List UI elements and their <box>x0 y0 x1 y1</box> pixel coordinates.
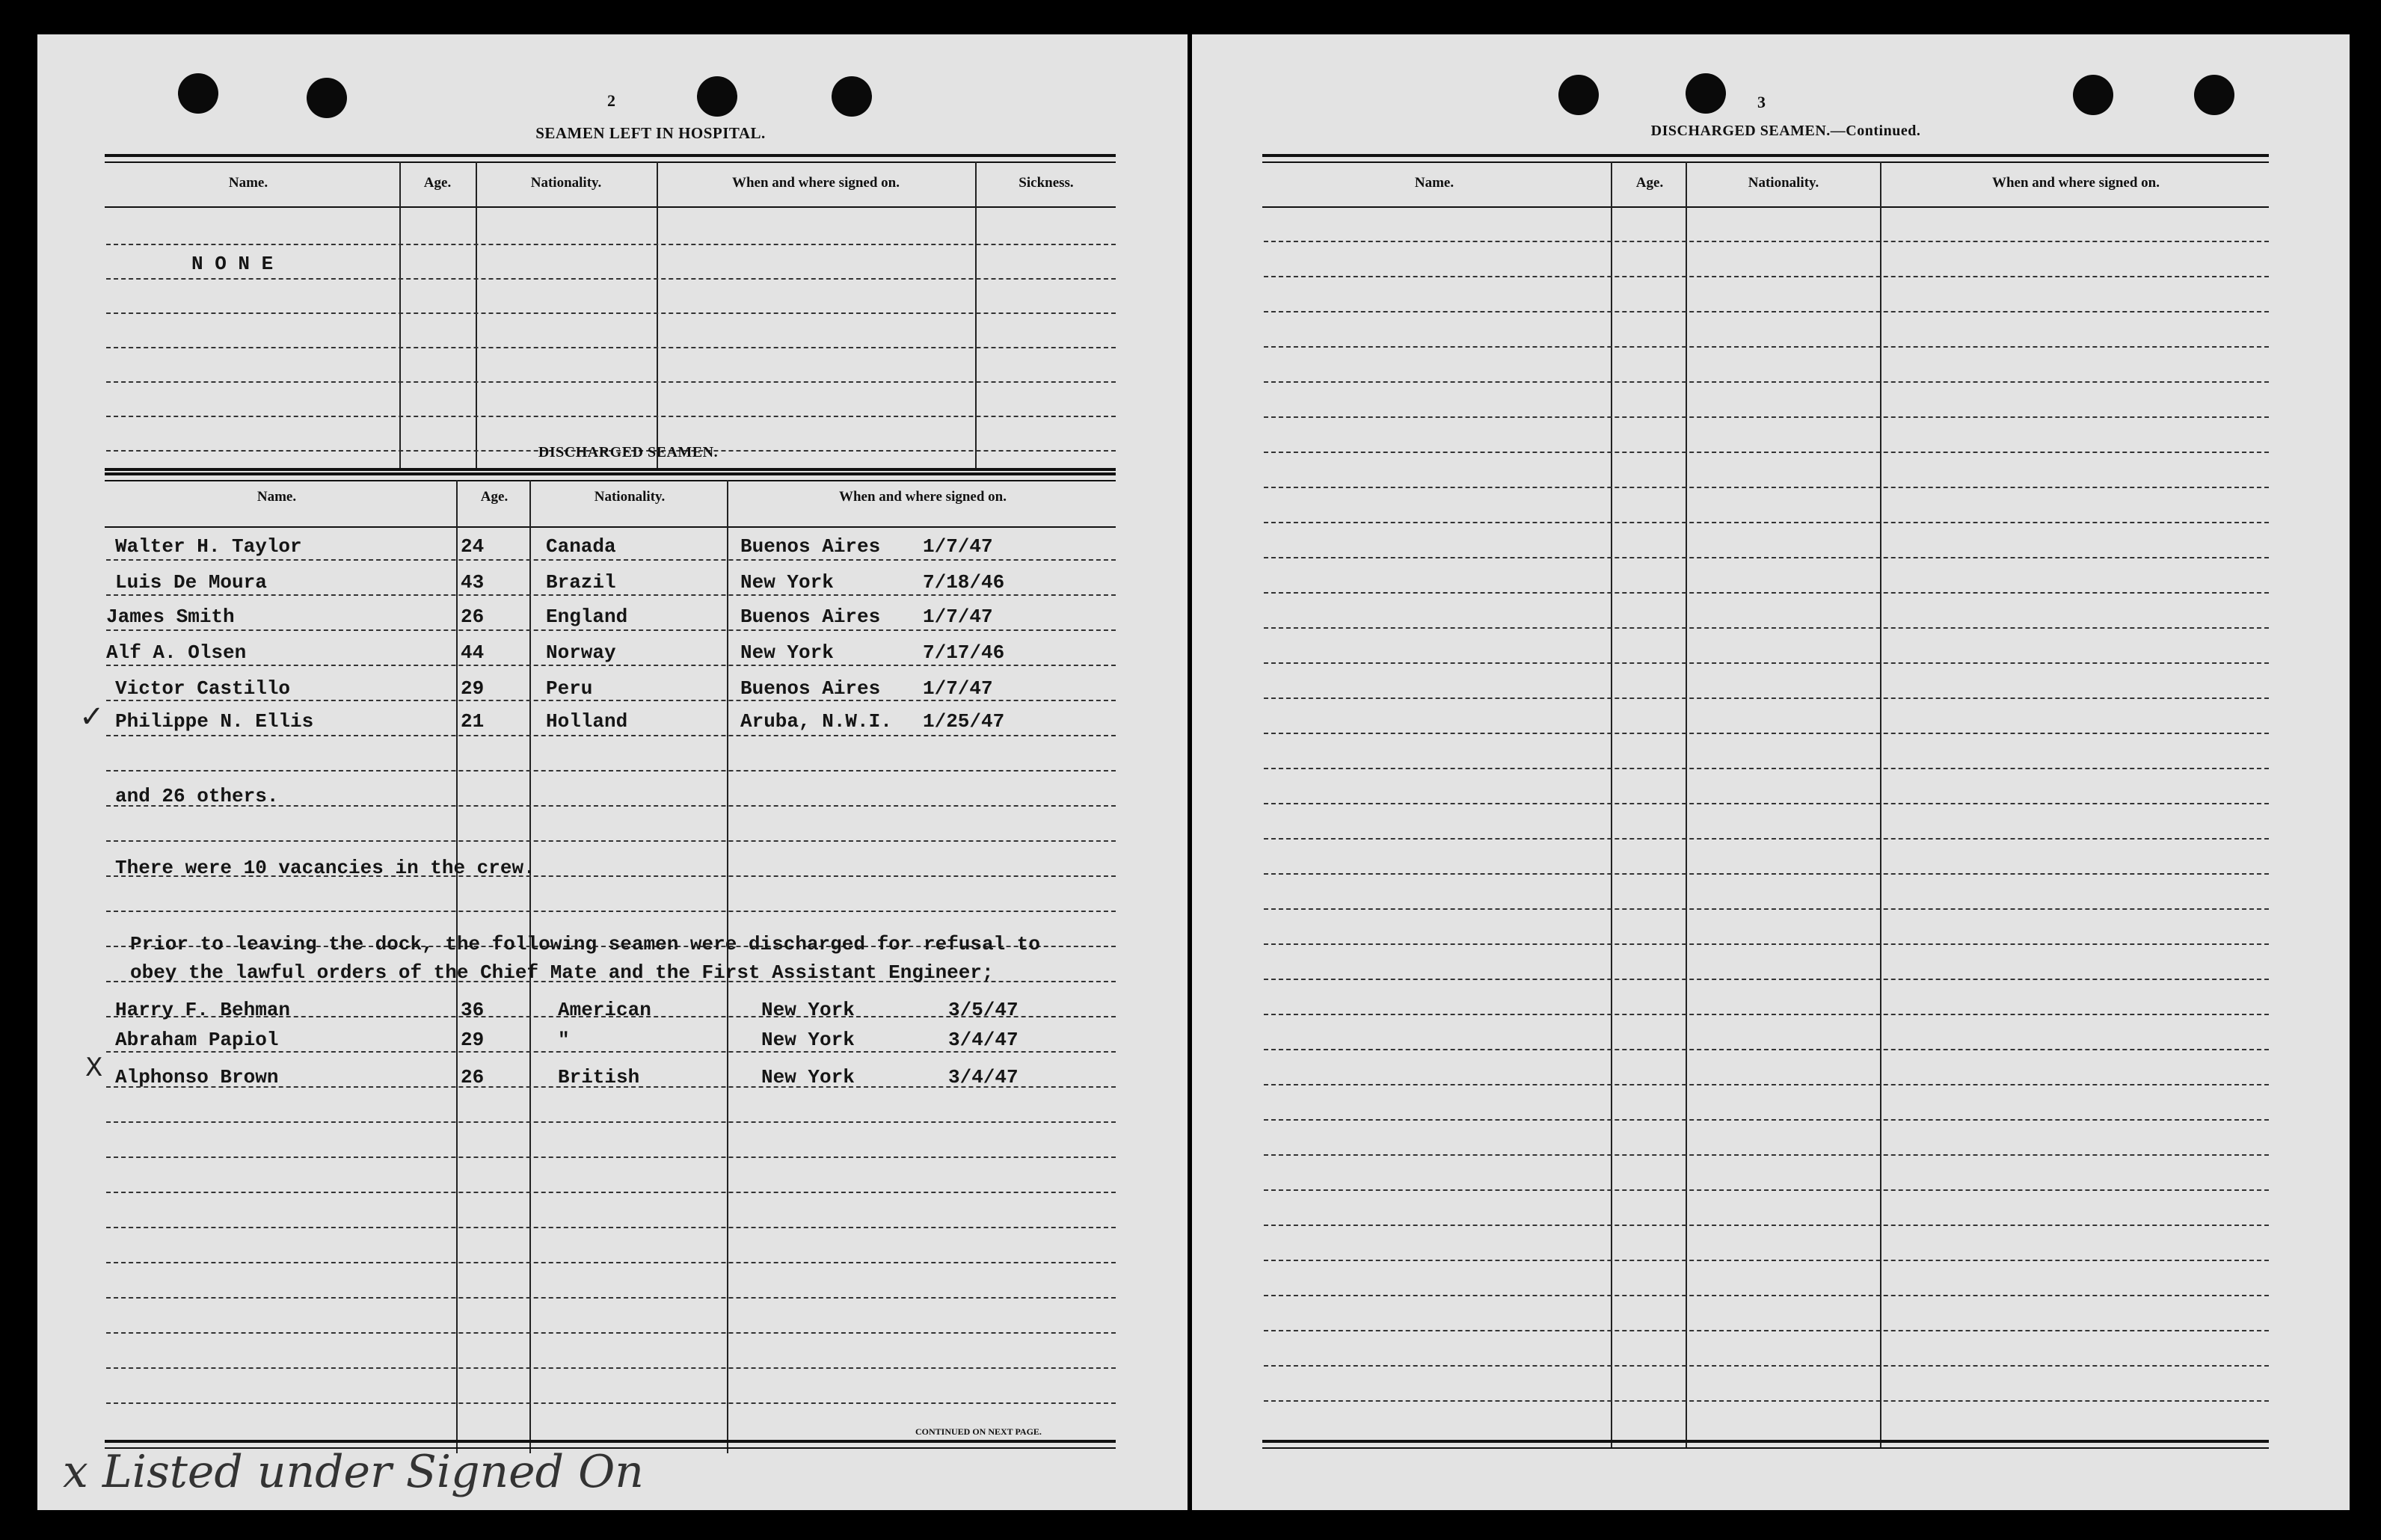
punch-hole <box>832 76 872 117</box>
ruled-line <box>1264 276 2269 277</box>
row-place: Buenos Aires <box>740 606 881 628</box>
ruled-line <box>1264 1014 2269 1015</box>
continued-note: CONTINUED ON NEXT PAGE. <box>915 1426 1042 1437</box>
row-name: Walter H. Taylor <box>115 535 302 558</box>
ruled-line <box>106 1367 1116 1369</box>
hospital-col-nationality: Nationality. <box>530 175 602 191</box>
row-date: 7/17/46 <box>923 641 1005 664</box>
row-age: 43 <box>461 571 485 594</box>
punch-hole <box>2194 75 2234 115</box>
punch-hole <box>697 76 737 117</box>
row-nationality: Norway <box>546 641 616 664</box>
others-note: and 26 others. <box>115 785 279 807</box>
ruled-line <box>106 911 1116 912</box>
row-age: 24 <box>461 535 485 558</box>
row-place: Aruba, N.W.I. <box>740 710 892 733</box>
row-nationality: Holland <box>546 710 628 733</box>
discharged-continued-title: DISCHARGED SEAMEN.—Continued. <box>1650 123 1921 139</box>
discharged-col-nationality: Nationality. <box>594 489 666 505</box>
row-nationality: England <box>546 606 628 628</box>
ruled-line <box>1264 522 2269 523</box>
row-name: James Smith <box>106 606 235 628</box>
ruled-line <box>1264 1154 2269 1156</box>
handwritten-note: x Listed under Signed On <box>63 1446 644 1498</box>
ruled-line <box>106 559 1116 561</box>
punch-hole <box>1686 73 1726 114</box>
left-page <box>37 34 1188 1510</box>
ruled-line <box>1264 838 2269 840</box>
hospital-none-entry: N O N E <box>191 253 274 275</box>
ruled-line <box>106 1156 1116 1158</box>
ruled-line <box>1264 416 2269 418</box>
ruled-line <box>106 1297 1116 1299</box>
ruled-line <box>1264 557 2269 558</box>
row-date: 1/25/47 <box>923 710 1005 733</box>
ruled-line <box>1264 662 2269 664</box>
ruled-line <box>106 1332 1116 1334</box>
row-age: 36 <box>461 999 485 1021</box>
row-date: 3/4/47 <box>948 1029 1019 1051</box>
ruled-line <box>1264 733 2269 734</box>
ruled-line <box>1264 311 2269 312</box>
discharged-col-age: Age. <box>480 489 509 505</box>
row-nationality: British <box>558 1066 640 1088</box>
right-col-age: Age. <box>1635 175 1664 191</box>
row-name: Victor Castillo <box>115 677 291 700</box>
punch-hole <box>2073 75 2113 115</box>
right-col-signed-on: When and where signed on. <box>1991 175 2160 191</box>
ruled-line <box>1264 1330 2269 1331</box>
ruled-line <box>1264 346 2269 348</box>
punch-hole <box>178 73 218 114</box>
ruled-line <box>1264 592 2269 594</box>
row-name: Alphonso Brown <box>115 1066 279 1088</box>
row-age: 26 <box>461 1066 485 1088</box>
ruled-line <box>106 1402 1116 1404</box>
hospital-col-signed-on: When and where signed on. <box>731 175 900 191</box>
row-date: 1/7/47 <box>923 606 993 628</box>
ruled-line <box>106 665 1116 666</box>
ruled-line <box>1264 452 2269 453</box>
hospital-title: SEAMEN LEFT IN HOSPITAL. <box>535 124 766 142</box>
page-number: 2 <box>607 91 615 110</box>
ruled-line <box>1264 803 2269 804</box>
row-nationality: Brazil <box>546 571 616 594</box>
ruled-line <box>1264 1295 2269 1296</box>
row-date: 1/7/47 <box>923 535 993 558</box>
punch-hole <box>1558 75 1599 115</box>
row-date: 1/7/47 <box>923 677 993 700</box>
discharged-col-signed-on: When and where signed on. <box>838 489 1007 505</box>
row-age: 29 <box>461 677 485 700</box>
row-nationality: Peru <box>546 677 593 700</box>
row-place: New York <box>761 999 855 1021</box>
row-place: New York <box>740 571 834 594</box>
right-page <box>1192 34 2350 1510</box>
ruled-line <box>1264 381 2269 383</box>
row-age: 21 <box>461 710 485 733</box>
refusal-note-line2: obey the lawful orders of the Chief Mate and the First Assistant Engineer; <box>130 961 994 984</box>
ruled-line <box>1264 1260 2269 1261</box>
page-number: 3 <box>1757 93 1766 111</box>
ruled-line <box>1264 1189 2269 1191</box>
discharged-title: DISCHARGED SEAMEN. <box>538 444 719 461</box>
row-place: New York <box>740 641 834 664</box>
ruled-line <box>1264 1400 2269 1402</box>
ruled-line <box>1264 487 2269 488</box>
row-name: Luis De Moura <box>115 571 267 594</box>
hospital-col-sickness: Sickness. <box>1019 175 1074 191</box>
ruled-line <box>1264 1225 2269 1226</box>
ruled-line <box>1264 1119 2269 1121</box>
discharged-col-name: Name. <box>256 489 297 505</box>
ruled-line <box>106 1262 1116 1263</box>
row-place: New York <box>761 1029 855 1051</box>
ruled-line <box>1264 697 2269 699</box>
ruled-line <box>1264 627 2269 629</box>
ruled-line <box>106 1227 1116 1228</box>
row-name: Alf A. Olsen <box>106 641 247 664</box>
right-col-name: Name. <box>1414 175 1454 191</box>
row-age: 29 <box>461 1029 485 1051</box>
refusal-note-line1: Prior to leaving the dock, the following seamen were discharged for refusal to <box>130 933 1040 955</box>
row-place: Buenos Aires <box>740 535 881 558</box>
x-mark: X <box>85 1053 103 1082</box>
ruled-line <box>106 735 1116 736</box>
row-age: 26 <box>461 606 485 628</box>
row-name: Harry F. Behman <box>115 999 291 1021</box>
ruled-line <box>106 770 1116 771</box>
row-age: 44 <box>461 641 485 664</box>
row-date: 3/5/47 <box>948 999 1019 1021</box>
ruled-line <box>106 1192 1116 1193</box>
row-place: New York <box>761 1066 855 1088</box>
row-nationality: Canada <box>546 535 616 558</box>
ruled-line <box>106 840 1116 842</box>
ruled-line <box>106 1051 1116 1053</box>
hospital-col-age: Age. <box>423 175 452 191</box>
punch-hole <box>307 78 347 118</box>
hospital-col-name: Name. <box>228 175 268 191</box>
right-col-nationality: Nationality. <box>1748 175 1819 191</box>
ruled-line <box>1264 979 2269 980</box>
row-place: Buenos Aires <box>740 677 881 700</box>
ruled-line <box>106 629 1116 631</box>
ruled-line <box>1264 908 2269 910</box>
row-nationality: American <box>558 999 651 1021</box>
ruled-line <box>106 1121 1116 1123</box>
row-date: 7/18/46 <box>923 571 1005 594</box>
ruled-line <box>1264 1049 2269 1050</box>
ruled-line <box>1264 943 2269 945</box>
ruled-line <box>1264 1365 2269 1367</box>
ruled-line <box>106 594 1116 596</box>
ruled-line <box>1264 873 2269 875</box>
row-date: 3/4/47 <box>948 1066 1019 1088</box>
ruled-line <box>1264 241 2269 242</box>
ruled-line <box>106 700 1116 701</box>
row-name: Philippe N. Ellis <box>115 710 314 733</box>
vacancies-note: There were 10 vacancies in the crew. <box>115 857 535 879</box>
check-mark: ✓ <box>79 700 105 734</box>
row-name: Abraham Papiol <box>115 1029 279 1051</box>
ruled-line <box>1264 768 2269 769</box>
row-nationality: " <box>558 1029 570 1051</box>
ruled-line <box>1264 1084 2269 1085</box>
